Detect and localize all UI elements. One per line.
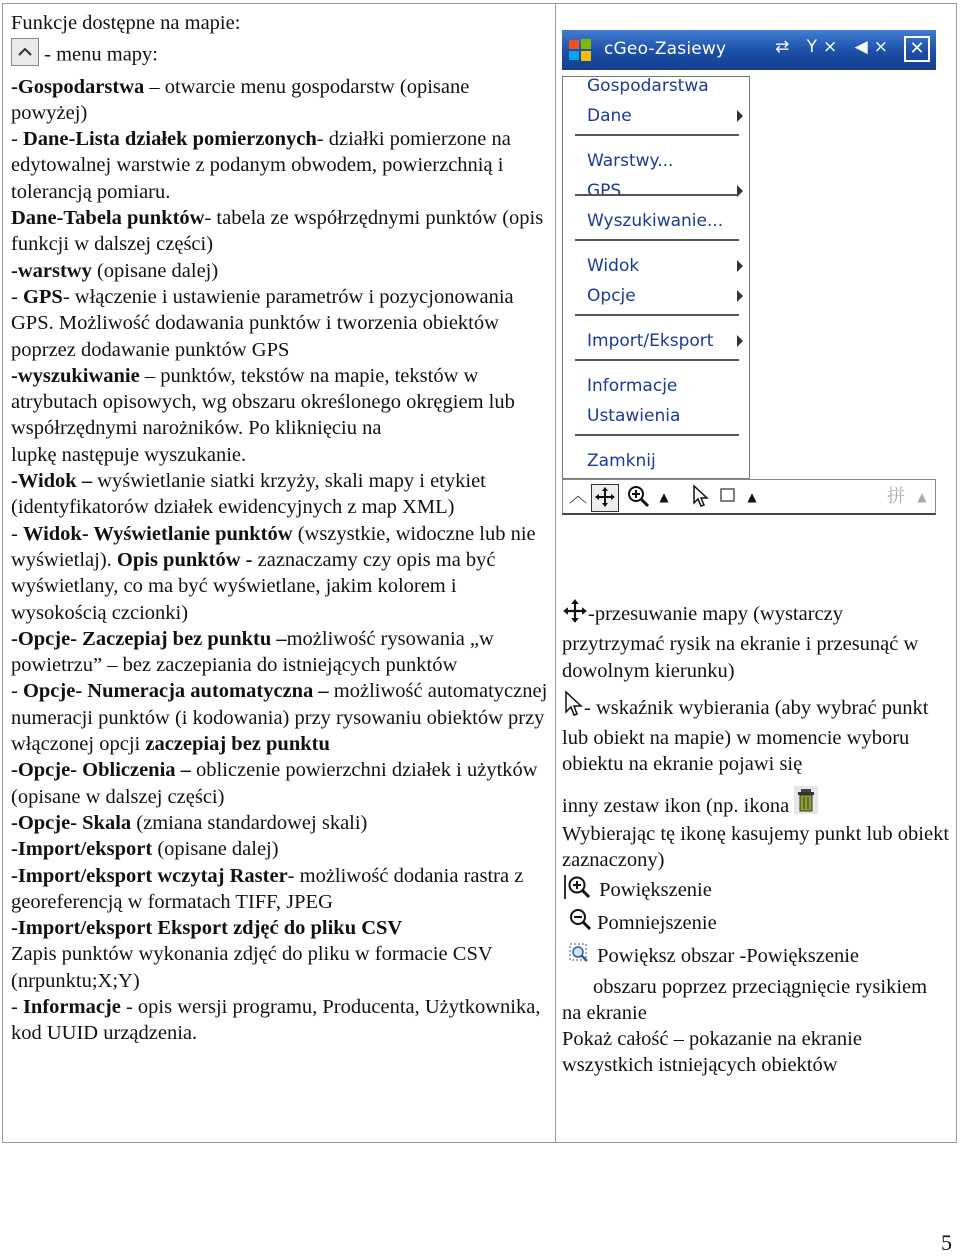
text-run: - możliwość dodania rastra z georeferencją w formatach TIFF, JPEG (11, 864, 524, 913)
bold-run: -Import/eksport Eksport zdjęć do pliku CSV (11, 917, 403, 940)
show-all-row: Pokaż całość – pokazanie na ekranie wszystkich istniejących obiektów (562, 1028, 862, 1077)
left-paragraph (11, 363, 549, 442)
menu-up-icon (11, 38, 39, 73)
heading: Funkcje dostępne na mapie: (11, 12, 241, 34)
bold-run: -Opcje- Obliczenia – (11, 759, 191, 782)
right-column (556, 4, 957, 1143)
text-run: zaznaczamy czy opis ma być wyświetlany, co ma być wyświetlane, jakim kolorem i wysokością czcionki) (11, 548, 496, 624)
left-paragraphs (11, 74, 549, 1047)
left-paragraph (11, 258, 549, 284)
left-paragraph (11, 468, 549, 521)
bold-run: GPS (22, 285, 63, 308)
text-run: (wszystkie, widoczne lub nie wyświetlaj). (11, 522, 536, 571)
trash-icon (794, 786, 818, 821)
bold-run: Opis punktów - (116, 548, 253, 571)
content-table (2, 3, 957, 1143)
menu-item[interactable]: Dane (587, 106, 632, 126)
text-run: – punktów, tekstów na mapie, tekstów w atrybutach opisowych, wg obszaru określonego okręgiem lub współrzędnymi narożników. Po kliknięciu na (11, 364, 515, 440)
left-paragraph (11, 810, 549, 836)
app-title: cGeo-Zasiewy (604, 39, 727, 59)
text-run: - działki pomierzone na edytowalnej warstwie z podanym obwodem, powierzchnią i tolerancją pomiaru. (11, 128, 511, 203)
trash-description: Wybierając tę ikonę kasujemy punkt lub obiekt zaznaczony) (562, 823, 950, 872)
text-run: - włączenie i ustawienie parametrów i pozycjonowania GPS. Możliwość dodawania punktów i tworzenia obiektów poprzez dodawanie punktów GPS (11, 285, 514, 361)
bold-run: -Opcje- Zaczepiaj bez punktu – (11, 627, 287, 650)
text-run: - (11, 680, 23, 703)
text-run: (opisane dalej) (152, 838, 279, 861)
map-toolbar (562, 479, 936, 515)
submenu-arrow-icon (737, 290, 743, 302)
menu-separator (575, 314, 739, 316)
submenu-arrow-icon (737, 260, 743, 272)
zoom-area-row: Powiększ obszar -Powiększenie (562, 940, 950, 973)
bold-run: -Import/eksport (11, 838, 153, 861)
menu-item[interactable]: Ustawienia (587, 406, 681, 426)
text-run: – otwarcie menu gospodarstw (opisane powyżej) (11, 75, 470, 124)
menu-item[interactable]: Import/Eksport (587, 331, 714, 351)
zoom-out-row: Pomniejszenie (562, 907, 950, 940)
bold-run: -Widok – (11, 470, 93, 493)
submenu-arrow-icon (737, 110, 743, 122)
zoom-area-icon (568, 940, 592, 973)
text-run: możliwość rysowania „w powietrzu” – bez zaczepiania do istniejących punktów (11, 627, 494, 677)
text-run: możliwość automatycznej numeracji punktów (i kodowania) przy rysowaniu obiektów przy włączonej opcji (11, 680, 548, 756)
submenu-arrow-icon (737, 335, 743, 347)
map-menu (562, 76, 750, 479)
left-paragraph (11, 941, 549, 994)
text-run: obliczenie powierzchni działek i użytków (opisane w dalszej części) (11, 759, 538, 808)
pointer-description-2: inny zestaw ikon (np. ikona (562, 786, 950, 821)
menu-item[interactable]: Zamknij (587, 451, 656, 471)
menu-item[interactable]: Opcje (587, 286, 636, 306)
page-number: 5 (941, 1230, 952, 1255)
left-paragraph (11, 626, 549, 679)
text-run: - opis wersji programu, Producenta, Użytkownika, kod UUID urządzenia. (11, 995, 541, 1045)
pointer-icon[interactable] (687, 484, 713, 510)
left-paragraph (11, 915, 549, 941)
menu-separator (575, 434, 739, 436)
bold-run: -Gospodarstwa (11, 75, 145, 98)
text-run: Zapis punktów wykonania zdjęć do pliku w formacie CSV (nrpunktu;X;Y) (11, 943, 493, 992)
menu-item[interactable]: Widok (587, 256, 640, 276)
move-description: -przesuwanie mapy (wystarczy przytrzymać rysik na ekranie i przesunąć w dowolnym kierunku) (562, 598, 950, 684)
dropdown-icon[interactable]: ▲ (747, 490, 757, 504)
text-run: - (11, 995, 23, 1018)
zoom-dropdown-icon[interactable]: ▲ (659, 490, 669, 504)
bold-run: -warstwy (11, 259, 92, 282)
menu-separator (575, 239, 739, 241)
menu-up-icon[interactable]: ︿ (569, 486, 587, 507)
bold-run: zaczepiaj bez punktu (145, 733, 330, 756)
title-bar (562, 30, 936, 70)
menu-separator (575, 359, 739, 361)
bold-run: Dane-Tabela punktów (11, 207, 205, 230)
bold-run: -wyszukiwanie (11, 364, 140, 387)
left-paragraph (11, 442, 549, 468)
windows-flag-icon (568, 38, 592, 62)
ime-icon[interactable]: 拼 (887, 486, 905, 507)
bold-run: -Opcje- Skala (11, 811, 132, 834)
text-run: - (11, 128, 23, 151)
left-paragraph (11, 994, 549, 1047)
bold-run: Dane-Lista działek pomierzonych (22, 128, 317, 151)
menu-item[interactable]: Gospodarstwa (587, 76, 709, 96)
text-run: wyświetlanie siatki krzyży, skali mapy i etykiet (identyfikatorów działek ewidencyjnych z map XML) (11, 470, 486, 519)
device-screenshot (562, 30, 936, 528)
text-run: (opisane dalej) (91, 259, 219, 282)
left-paragraph (11, 205, 549, 258)
move-icon (562, 598, 588, 631)
menu-line: - menu mapy: (11, 38, 549, 73)
left-paragraph (11, 521, 549, 626)
pointer-icon (562, 690, 584, 725)
zoom-area-row-2: obszaru poprzez przeciągnięcie rysikiem na ekranie (562, 975, 928, 1024)
system-tray-icons[interactable]: ⇄ Y× ◀× (775, 37, 894, 57)
left-paragraph (11, 863, 549, 916)
move-icon[interactable] (591, 484, 619, 512)
left-paragraph (11, 836, 549, 862)
text-run: (zmiana standardowej skali) (131, 811, 368, 834)
left-column (3, 4, 556, 1143)
text-run: - (11, 285, 23, 308)
text-run: - (11, 522, 23, 545)
menu-separator (575, 134, 739, 136)
bold-run: Widok- Wyświetlanie punktów (22, 522, 293, 545)
zoom-in-icon (564, 874, 594, 907)
bold-run: Informacje (22, 995, 121, 1018)
close-button[interactable]: ✕ (904, 36, 930, 62)
bold-run: Opcje- Numeracja automatyczna – (22, 680, 329, 703)
menu-separator (575, 194, 739, 196)
left-paragraph (11, 126, 549, 205)
text-run: - tabela ze współrzędnymi punktów (opis funkcji w dalszej części) (11, 207, 544, 256)
menu-item[interactable]: Wyszukiwanie... (587, 211, 724, 231)
square-icon[interactable] (715, 484, 741, 510)
ime-dropdown-icon[interactable]: ▲ (917, 490, 927, 504)
menu-item[interactable]: Informacje (587, 376, 678, 396)
pointer-description: - wskaźnik wybierania (aby wybrać punkt lub obiekt na mapie) w momencie wyboru obiektu na ekranie pojawi się (562, 690, 950, 778)
zoom-in-icon[interactable] (625, 484, 651, 510)
menu-item[interactable]: Warstwy... (587, 151, 674, 171)
text-run: lupkę następuje wyszukanie. (11, 443, 247, 466)
bold-run: -Import/eksport wczytaj Raster (11, 864, 288, 887)
zoom-in-row: Powiększenie (562, 874, 950, 907)
left-paragraph (11, 678, 549, 757)
left-paragraph (11, 757, 549, 810)
menu-item[interactable]: GPS (587, 181, 622, 201)
left-paragraph (11, 74, 549, 127)
zoom-out-icon (568, 907, 592, 940)
left-paragraph (11, 284, 549, 363)
